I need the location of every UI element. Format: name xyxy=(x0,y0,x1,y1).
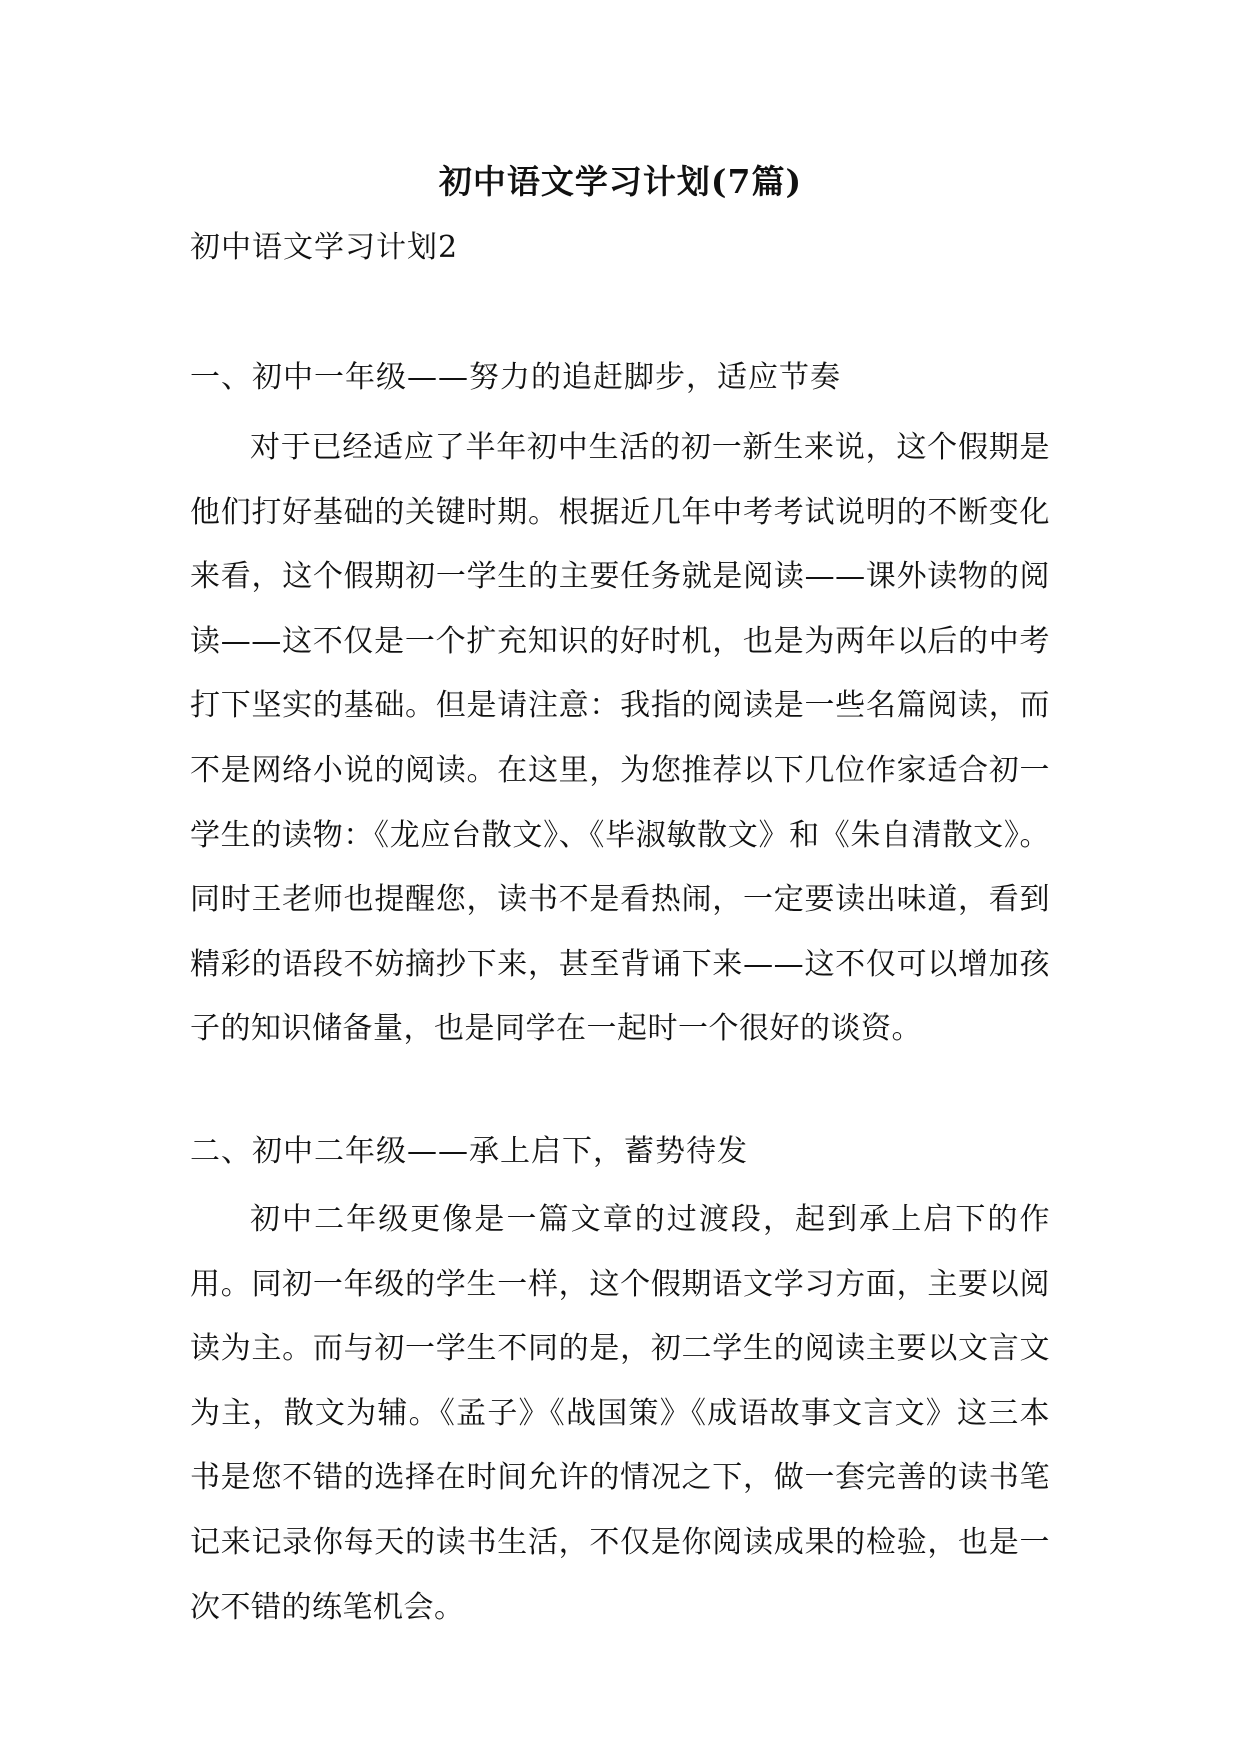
section-paragraph-grade-one: 对于已经适应了半年初中生活的初一新生来说，这个假期是他们打好基础的关键时期。根据近几年中考考试说明的不断变化来看，这个假期初一学生的主要任务就是阅读——课外读物的阅读——这不仅是一个扩充知识的好时机，也是为两年以后的中考打下坚实的基础。但是请注意：我指的阅读是一些名篇阅读，而不是网络小说的阅读。在这里，为您推荐以下几位作家适合初一学生的读物：《龙应台散文》、《毕淑敏散文》和《朱自清散文》。同时王老师也提醒您，读书不是看热闹，一定要读出味道，看到精彩的语段不妨摘抄下来，甚至背诵下来——这不仅可以增加孩子的知识储备量，也是同学在一起时一个很好的谈资。 xyxy=(190,430,1050,1047)
section-heading-grade-one: 一、初中一年级——努力的追赶脚步，适应节奏 xyxy=(190,360,841,395)
section-heading-grade-two: 二、初中二年级——承上启下，蓄势待发 xyxy=(190,1134,748,1169)
document-title: 初中语文学习计划(7篇) xyxy=(438,162,803,201)
section-paragraph-grade-two: 初中二年级更像是一篇文章的过渡段，起到承上启下的作用。同初一年级的学生一样，这个假期语文学习方面，主要以阅读为主。而与初一学生不同的是，初二学生的阅读主要以文言文为主，散文为辅。《孟子》《战国策》《成语故事文言文》这三本书是您不错的选择在时间允许的情况之下，做一套完善的读书笔记来记录你每天的读书生活，不仅是你阅读成果的检验，也是一次不错的练笔机会。 xyxy=(190,1202,1050,1625)
document-subtitle: 初中语文学习计划2 xyxy=(190,230,459,265)
